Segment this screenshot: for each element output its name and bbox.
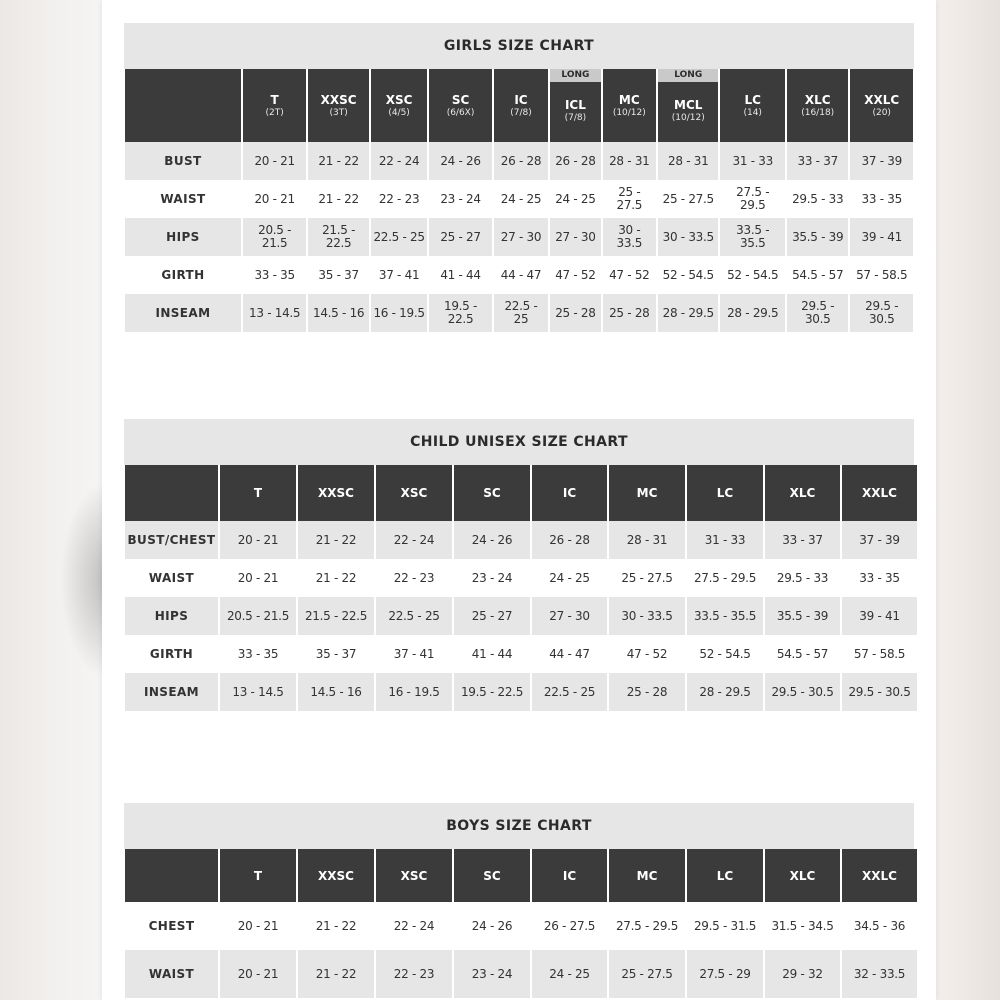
table-cell: 29.5 - 33 [765,559,840,597]
girls-col-xlc-sub: (16/18) [801,107,835,118]
table-cell: 39 - 41 [842,597,917,635]
table-cell: 19.5 - 22.5 [454,673,530,711]
girls-col-icl-sub: (7/8) [564,112,587,123]
girls-col-mcl-long-tag: LONG [658,69,718,82]
table-row [125,950,917,998]
girls-col-xxlc-label: XXLC [864,92,900,107]
table-cell: 13 - 14.5 [243,294,306,332]
row-label: WAIST [125,950,218,998]
table-cell: 27 - 30 [494,218,548,256]
table-cell: 28 - 29.5 [720,294,785,332]
table-cell: 32 - 33.5 [842,950,917,998]
unisex-col-t: T [220,465,296,521]
table-cell: 28 - 31 [603,142,656,180]
table-cell: 30 - 33.5 [609,597,685,635]
table-cell: 26 - 28 [550,142,600,180]
table-cell: 35 - 37 [298,635,374,673]
table-cell: 25 - 27 [454,597,530,635]
table-cell: 27.5 - 29.5 [687,559,763,597]
table-cell: 39 - 41 [850,218,913,256]
unisex-col-xxlc: XXLC [842,465,917,521]
table-cell: 35.5 - 39 [765,597,840,635]
table-cell: 16 - 19.5 [376,673,452,711]
girls-col-t-label: T [270,92,279,107]
table-row [125,256,913,294]
table-cell: 47 - 52 [550,256,600,294]
table-cell: 23 - 24 [454,950,530,998]
table-cell: 28 - 31 [609,521,685,559]
table-cell: 20 - 21 [220,521,296,559]
table-cell: 23 - 24 [429,180,491,218]
table-cell: 37 - 39 [850,142,913,180]
table-cell: 27 - 30 [532,597,607,635]
table-cell: 33 - 35 [842,559,917,597]
boys-col-ic: IC [532,849,607,902]
table-cell: 21 - 22 [298,521,374,559]
table-cell: 24 - 25 [532,559,607,597]
boys-col-xxlc: XXLC [842,849,917,902]
table-cell: 24 - 26 [454,521,530,559]
table-cell: 37 - 41 [376,635,452,673]
table-cell: 29.5 - 30.5 [787,294,848,332]
table-cell: 16 - 19.5 [371,294,427,332]
table-cell: 29.5 - 33 [787,180,848,218]
row-label: BUST/CHEST [125,521,218,559]
girls-col-t-sub: (2T) [265,107,284,118]
table-cell: 20 - 21 [243,180,306,218]
boys-header-corner [125,849,218,902]
girls-col-ic-sub: (7/8) [510,107,532,118]
table-cell: 21 - 22 [298,559,374,597]
table-cell: 24 - 25 [532,950,607,998]
girls-col-t [243,69,306,142]
table-cell: 22 - 24 [376,902,452,950]
table-row [125,180,913,218]
row-label: WAIST [125,180,241,218]
table-cell: 29.5 - 30.5 [850,294,913,332]
table-cell: 28 - 29.5 [687,673,763,711]
row-label: CHEST [125,902,218,950]
table-cell: 33 - 37 [765,521,840,559]
table-cell: 14.5 - 16 [298,673,374,711]
girls-col-xlc-label: XLC [804,92,831,107]
table-cell: 27.5 - 29.5 [609,902,685,950]
table-cell: 33 - 35 [220,635,296,673]
table-cell: 25 - 28 [550,294,600,332]
girls-col-mc-label: MC [618,92,640,107]
table-row [125,559,917,597]
table-cell: 25 - 27.5 [603,180,656,218]
table-cell: 22.5 - 25 [494,294,548,332]
table-row [125,218,913,256]
unisex-col-mc: MC [609,465,685,521]
table-cell: 27 - 30 [550,218,600,256]
table-row [125,521,917,559]
table-cell: 47 - 52 [609,635,685,673]
girls-col-xxsc [308,69,368,142]
boys-col-lc: LC [687,849,763,902]
table-cell: 20 - 21 [220,559,296,597]
girls-col-xsc-sub: (4/5) [388,107,410,118]
size-chart-page [102,0,936,1000]
girls-col-mcl-label: MCL [674,97,703,112]
table-cell: 24 - 25 [494,180,548,218]
row-label: GIRTH [125,256,241,294]
row-label: INSEAM [125,673,218,711]
table-cell: 24 - 26 [429,142,491,180]
unisex-size-table [123,465,919,711]
boys-size-table [123,849,919,998]
table-cell: 47 - 52 [603,256,656,294]
table-cell: 28 - 29.5 [658,294,718,332]
table-cell: 22 - 23 [371,180,427,218]
girls-col-mc [603,69,656,142]
boys-size-chart [124,803,914,998]
table-cell: 33.5 - 35.5 [687,597,763,635]
table-cell: 20 - 21 [220,902,296,950]
table-cell: 26 - 28 [494,142,548,180]
table-cell: 29.5 - 31.5 [687,902,763,950]
table-cell: 24 - 26 [454,902,530,950]
table-cell: 14.5 - 16 [308,294,368,332]
row-label: GIRTH [125,635,218,673]
table-row [125,294,913,332]
row-label: WAIST [125,559,218,597]
boys-col-mc: MC [609,849,685,902]
boys-col-t: T [220,849,296,902]
girls-size-chart [124,23,914,332]
table-cell: 33 - 35 [850,180,913,218]
girls-col-icl [550,69,600,142]
table-cell: 22 - 23 [376,559,452,597]
girls-col-xsc [371,69,427,142]
table-cell: 44 - 47 [494,256,548,294]
table-cell: 31 - 33 [687,521,763,559]
table-cell: 22.5 - 25 [376,597,452,635]
table-cell: 25 - 27 [429,218,491,256]
table-row [125,902,917,950]
unisex-col-lc: LC [687,465,763,521]
table-row [125,597,917,635]
table-cell: 22 - 24 [371,142,427,180]
row-label: HIPS [125,218,241,256]
table-cell: 22 - 24 [376,521,452,559]
girls-col-sc-label: SC [451,92,470,107]
girls-col-xlc [787,69,848,142]
table-cell: 52 - 54.5 [658,256,718,294]
table-cell: 27.5 - 29 [687,950,763,998]
unisex-col-ic: IC [532,465,607,521]
table-cell: 22.5 - 25 [371,218,427,256]
row-label: HIPS [125,597,218,635]
table-cell: 52 - 54.5 [720,256,785,294]
boys-col-xsc: XSC [376,849,452,902]
table-cell: 33 - 37 [787,142,848,180]
unisex-chart-title: CHILD UNISEX SIZE CHART [124,419,914,465]
girls-col-lc [720,69,785,142]
table-row [125,635,917,673]
table-cell: 21 - 22 [308,180,368,218]
girls-col-icl-label: ICL [564,97,586,112]
row-label: BUST [125,142,241,180]
boys-col-xxsc: XXSC [298,849,374,902]
girls-col-xsc-label: XSC [385,92,413,107]
table-cell: 31.5 - 34.5 [765,902,840,950]
girls-col-sc [429,69,491,142]
table-cell: 24 - 25 [550,180,600,218]
table-cell: 33 - 35 [243,256,306,294]
table-cell: 26 - 28 [532,521,607,559]
boys-col-sc: SC [454,849,530,902]
girls-col-sc-sub: (6/6X) [446,107,475,118]
table-cell: 23 - 24 [454,559,530,597]
girls-col-mc-sub: (10/12) [612,107,646,118]
table-cell: 21 - 22 [308,142,368,180]
girls-col-xxsc-label: XXSC [320,92,357,107]
table-cell: 29 - 32 [765,950,840,998]
girls-chart-title: GIRLS SIZE CHART [124,23,914,69]
table-cell: 35 - 37 [308,256,368,294]
unisex-col-xlc: XLC [765,465,840,521]
table-cell: 30 - 33.5 [603,218,656,256]
row-label: INSEAM [125,294,241,332]
table-cell: 44 - 47 [532,635,607,673]
girls-size-table [123,69,915,332]
table-cell: 22 - 23 [376,950,452,998]
girls-col-xxsc-sub: (3T) [329,107,348,118]
unisex-col-sc: SC [454,465,530,521]
boys-chart-title: BOYS SIZE CHART [124,803,914,849]
table-cell: 20.5 - 21.5 [243,218,306,256]
table-cell: 20.5 - 21.5 [220,597,296,635]
unisex-col-xsc: XSC [376,465,452,521]
table-cell: 21 - 22 [298,950,374,998]
table-cell: 37 - 41 [371,256,427,294]
unisex-header-corner [125,465,218,521]
table-row [125,142,913,180]
table-cell: 33.5 - 35.5 [720,218,785,256]
table-cell: 41 - 44 [454,635,530,673]
table-cell: 19.5 - 22.5 [429,294,491,332]
table-cell: 57 - 58.5 [842,635,917,673]
table-cell: 20 - 21 [220,950,296,998]
girls-col-lc-sub: (14) [743,107,762,118]
table-cell: 30 - 33.5 [658,218,718,256]
table-cell: 25 - 28 [603,294,656,332]
girls-col-lc-label: LC [744,92,761,107]
unisex-size-chart [124,419,914,711]
table-cell: 52 - 54.5 [687,635,763,673]
table-cell: 22.5 - 25 [532,673,607,711]
girls-col-ic-label: IC [514,92,528,107]
girls-col-xxlc [850,69,913,142]
table-cell: 27.5 - 29.5 [720,180,785,218]
table-cell: 34.5 - 36 [842,902,917,950]
girls-col-xxlc-sub: (20) [872,107,891,118]
girls-col-ic [494,69,548,142]
table-cell: 21.5 - 22.5 [298,597,374,635]
unisex-col-xxsc: XXSC [298,465,374,521]
girls-header-corner [125,69,241,142]
table-cell: 25 - 27.5 [658,180,718,218]
table-cell: 21.5 - 22.5 [308,218,368,256]
table-cell: 29.5 - 30.5 [765,673,840,711]
table-cell: 26 - 27.5 [532,902,607,950]
boys-col-xlc: XLC [765,849,840,902]
table-cell: 57 - 58.5 [850,256,913,294]
table-cell: 21 - 22 [298,902,374,950]
table-cell: 54.5 - 57 [765,635,840,673]
table-cell: 25 - 27.5 [609,559,685,597]
table-cell: 54.5 - 57 [787,256,848,294]
table-cell: 28 - 31 [658,142,718,180]
girls-col-mcl [658,69,718,142]
table-cell: 29.5 - 30.5 [842,673,917,711]
girls-col-icl-long-tag: LONG [550,69,600,82]
table-cell: 31 - 33 [720,142,785,180]
girls-col-mcl-sub: (10/12) [671,112,705,123]
table-cell: 37 - 39 [842,521,917,559]
table-row [125,673,917,711]
table-cell: 25 - 28 [609,673,685,711]
table-cell: 13 - 14.5 [220,673,296,711]
table-cell: 20 - 21 [243,142,306,180]
table-cell: 25 - 27.5 [609,950,685,998]
table-cell: 35.5 - 39 [787,218,848,256]
table-cell: 41 - 44 [429,256,491,294]
